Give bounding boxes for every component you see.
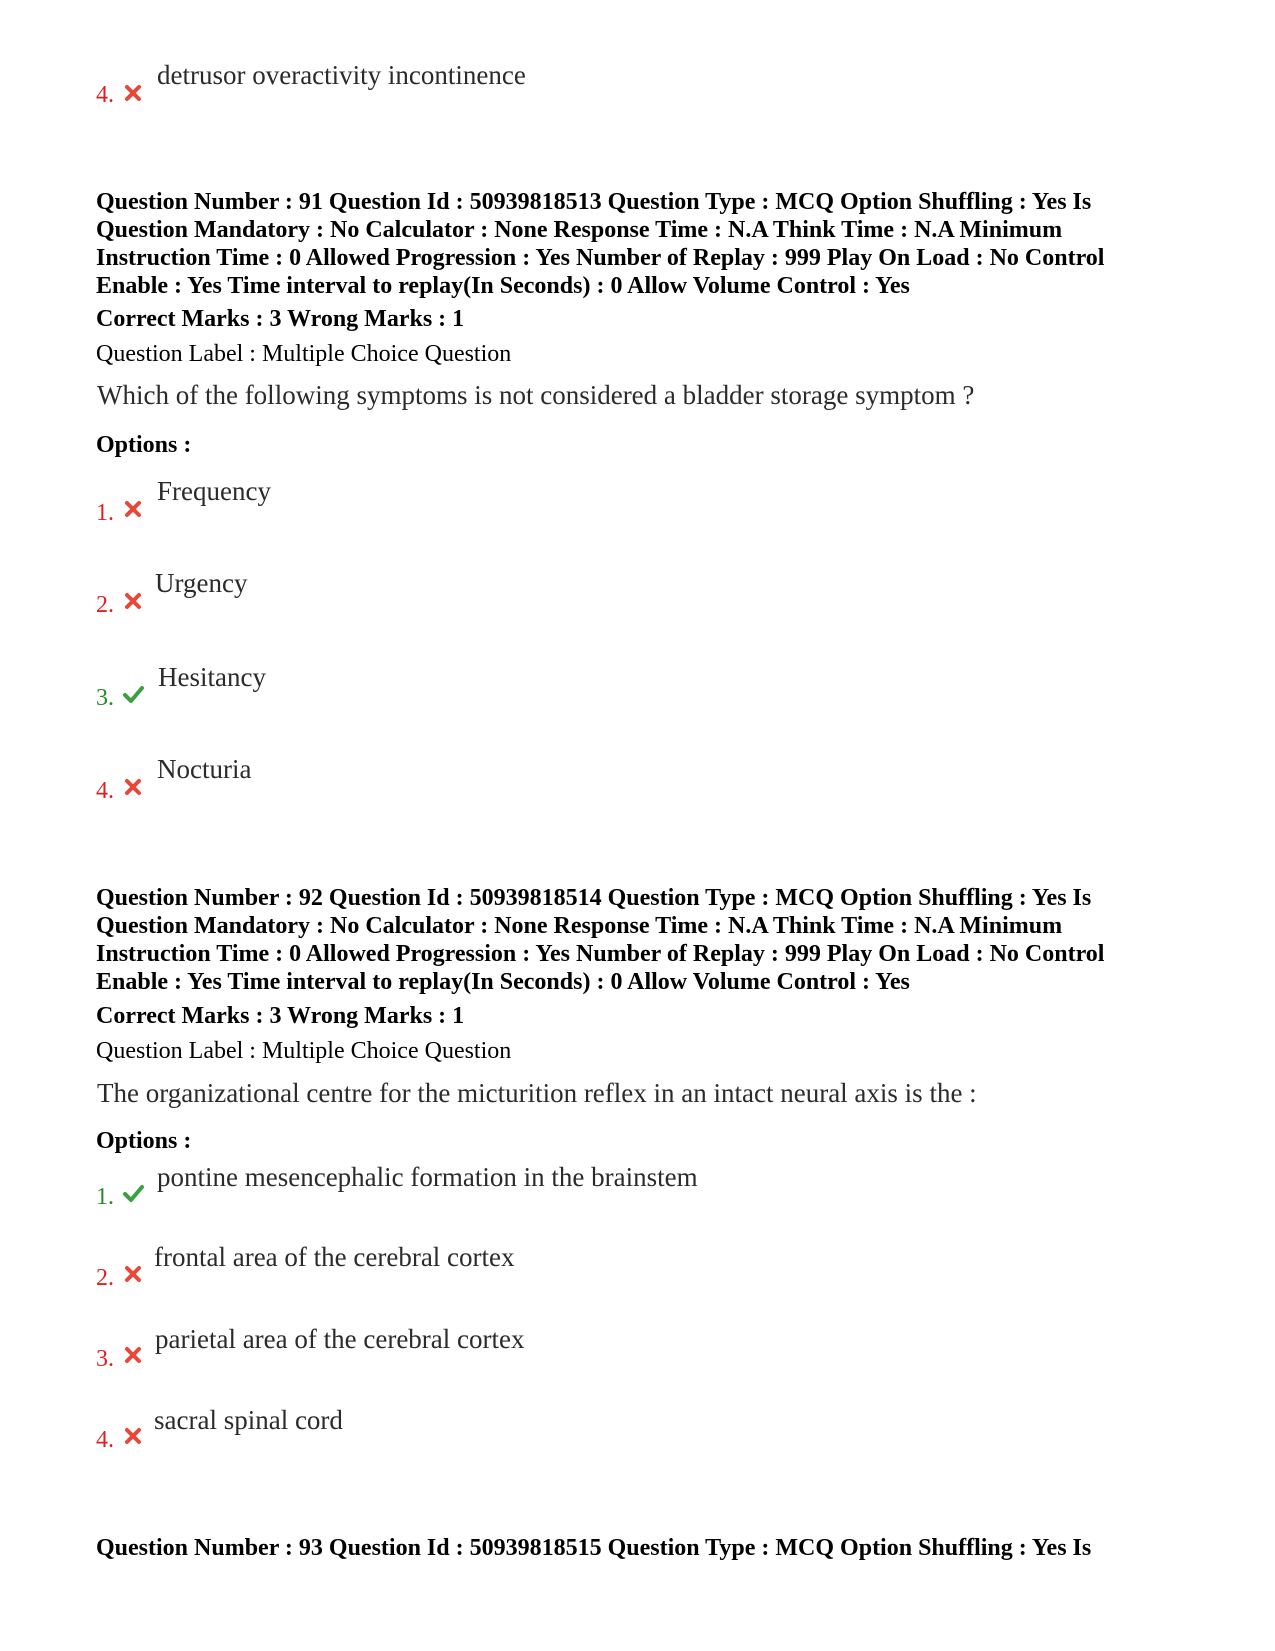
wrong-icon bbox=[122, 590, 144, 612]
meta-line: Instruction Time : 0 Allowed Progression : Yes Number of Replay : 999 Play On Load : No Control bbox=[96, 941, 1105, 967]
marks-line: Correct Marks : 3 Wrong Marks : 1 bbox=[96, 1003, 465, 1029]
option-text: Hesitancy bbox=[158, 662, 266, 692]
option-text: pontine mesencephalic formation in the brainstem bbox=[157, 1162, 698, 1192]
option-number: 1. bbox=[96, 500, 114, 526]
option-text: parietal area of the cerebral cortex bbox=[155, 1324, 525, 1354]
option-number: 2. bbox=[96, 592, 114, 618]
meta-line: Question Number : 92 Question Id : 50939818514 Question Type : MCQ Option Shuffling : Yes Is bbox=[96, 885, 1092, 911]
option-number: 4. bbox=[96, 82, 114, 108]
option-text: sacral spinal cord bbox=[154, 1405, 343, 1435]
meta-line: Enable : Yes Time interval to replay(In Seconds) : 0 Allow Volume Control : Yes bbox=[96, 969, 910, 995]
question-text: The organizational centre for the micturition reflex in an intact neural axis is the : bbox=[97, 1078, 977, 1108]
option-text: detrusor overactivity incontinence bbox=[157, 60, 526, 90]
marks-line: Correct Marks : 3 Wrong Marks : 1 bbox=[96, 306, 465, 332]
option-text: Frequency bbox=[157, 476, 271, 506]
wrong-icon bbox=[122, 1425, 144, 1447]
option-number: 4. bbox=[96, 778, 114, 804]
option-text: frontal area of the cerebral cortex bbox=[154, 1242, 515, 1272]
wrong-icon bbox=[122, 498, 144, 520]
meta-line: Enable : Yes Time interval to replay(In Seconds) : 0 Allow Volume Control : Yes bbox=[96, 273, 910, 299]
question-label: Question Label : Multiple Choice Question bbox=[96, 1038, 512, 1064]
wrong-icon bbox=[122, 1263, 144, 1285]
option-number: 4. bbox=[96, 1427, 114, 1453]
meta-line: Instruction Time : 0 Allowed Progression : Yes Number of Replay : 999 Play On Load : No Control bbox=[96, 245, 1105, 271]
question-text: Which of the following symptoms is not considered a bladder storage symptom ? bbox=[97, 380, 975, 410]
option-text: Urgency bbox=[155, 568, 248, 598]
meta-line: Question Number : 91 Question Id : 50939818513 Question Type : MCQ Option Shuffling : Yes Is bbox=[96, 189, 1092, 215]
check-icon bbox=[122, 1182, 144, 1204]
meta-line: Question Number : 93 Question Id : 50939818515 Question Type : MCQ Option Shuffling : Yes Is bbox=[96, 1535, 1092, 1561]
options-heading: Options : bbox=[96, 1128, 192, 1154]
options-heading: Options : bbox=[96, 432, 192, 458]
wrong-icon bbox=[122, 82, 144, 104]
option-text: Nocturia bbox=[157, 754, 252, 784]
question-label: Question Label : Multiple Choice Question bbox=[96, 341, 512, 367]
option-number: 1. bbox=[96, 1184, 114, 1210]
wrong-icon bbox=[122, 1344, 144, 1366]
question-meta bbox=[96, 884, 1206, 996]
question-meta bbox=[96, 188, 1206, 300]
question-meta bbox=[96, 1534, 1206, 1562]
wrong-icon bbox=[122, 776, 144, 798]
meta-line: Question Mandatory : No Calculator : None Response Time : N.A Think Time : N.A Minimum bbox=[96, 217, 1063, 243]
option-number: 2. bbox=[96, 1265, 114, 1291]
option-number: 3. bbox=[96, 1346, 114, 1372]
meta-line: Question Mandatory : No Calculator : None Response Time : N.A Think Time : N.A Minimum bbox=[96, 913, 1063, 939]
option-number: 3. bbox=[96, 685, 114, 711]
check-icon bbox=[122, 683, 144, 705]
